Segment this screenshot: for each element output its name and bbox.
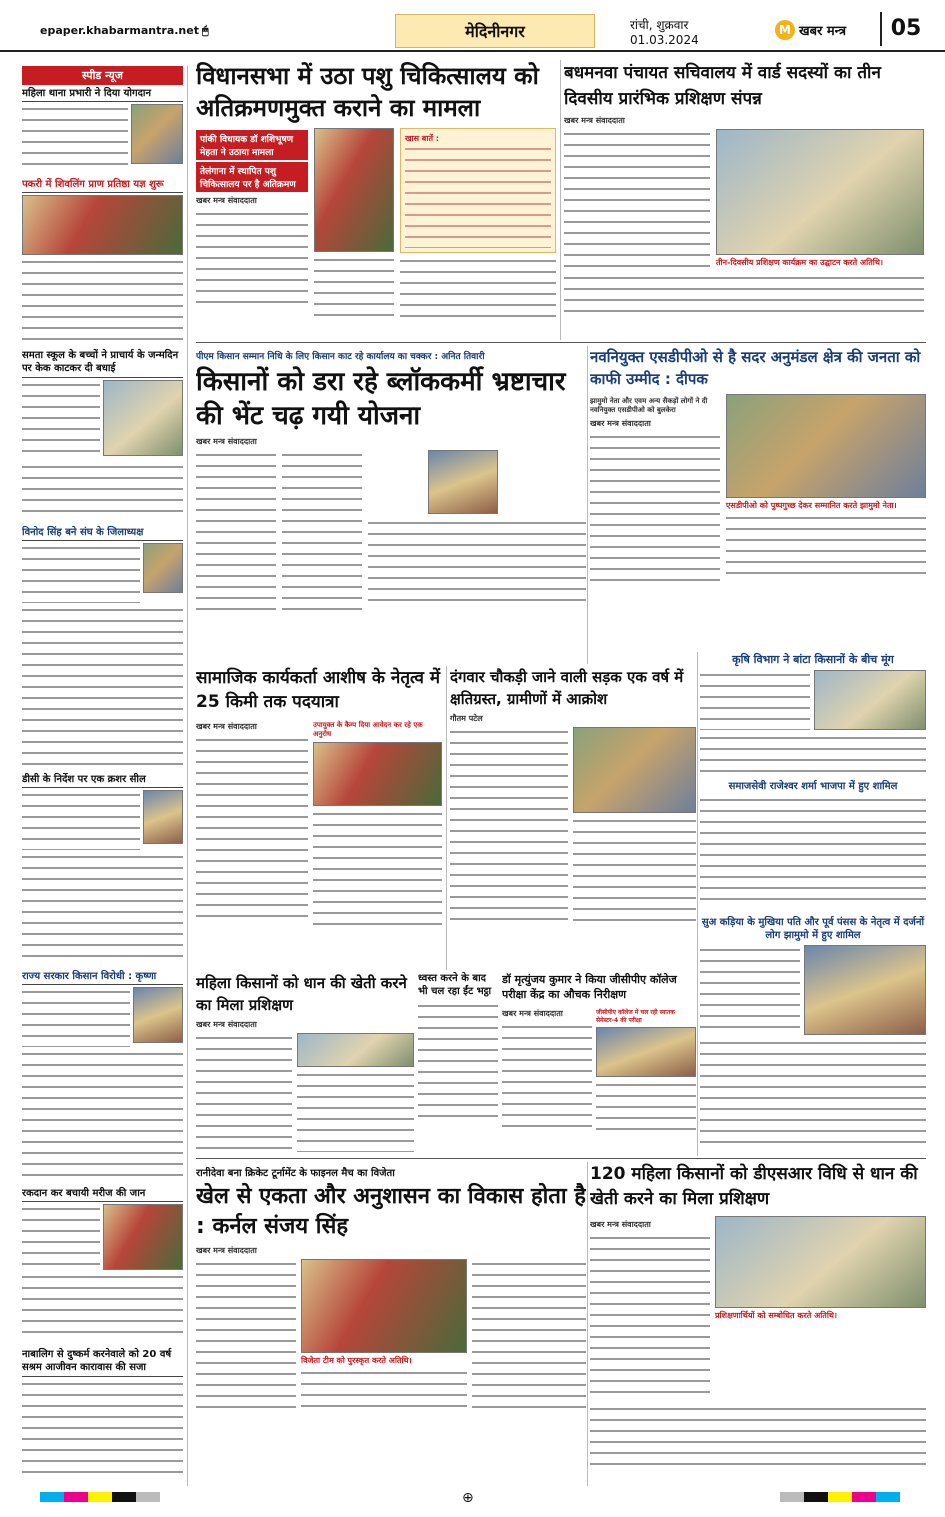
school-photo (103, 380, 183, 456)
brief-title: राज्य सरकार किसान विरोधी : कृष्णा (22, 968, 183, 985)
registration-mark-icon: ⊕ (462, 1490, 474, 1506)
speaker-photo (428, 450, 498, 514)
article-bjp-joining (700, 778, 926, 910)
article-headline: बधमनवा पंचायत सचिवालय में वार्ड सदस्यों का तीन दिवसीय प्रारंभिक प्रशिक्षण संपन्न (564, 63, 881, 109)
article-byline: खबर मन्त्र संवाददाता (196, 1246, 257, 1255)
article-body (368, 518, 586, 608)
dateline (630, 18, 699, 48)
column-rule (587, 1162, 588, 1486)
article-kicker: पीएम किसान सम्मान निधि के लिए किसान काट रहे कार्यालय का चक्कर : अनित तिवारी (196, 352, 485, 362)
article-body (564, 129, 710, 271)
jmm-photo (804, 945, 926, 1035)
article-headline: 120 महिला किसानों को डीएसआर विधि से धान की खेती करने का मिला प्रशिक्षण (590, 1164, 918, 1209)
donor-photo (103, 1204, 183, 1270)
article-body (590, 432, 720, 582)
article-body (573, 816, 696, 926)
article-subhead: झामुमो नेता और एवम अन्य सैकड़ों लोगों ने दी नवनियुक्त एसडीपीओ को बुलकेरा (590, 397, 708, 414)
brief-title: रकदान कर बचायी मरीज की जान (22, 1185, 183, 1202)
brief-title: डीसी के निर्देश पर एक क्रशर सील (22, 771, 183, 788)
brief-story (22, 1348, 183, 1479)
brief-story (22, 85, 183, 170)
article-byline: खबर मन्त्र संवाददाता (564, 116, 625, 125)
brief-body (22, 380, 100, 460)
section-divider (196, 342, 926, 343)
article-veterinary-hospital (196, 60, 556, 338)
brand (775, 20, 846, 40)
sdpo-photo (726, 394, 926, 498)
article-body (472, 1259, 586, 1409)
article-headline: नवनियुक्त एसडीपीओ से है सदर अनुमंडल क्षेत्र की जनता को काफी उम्मीद : दीपक (590, 348, 921, 388)
article-byline: खबर मन्त्र संवाददाता (196, 196, 257, 205)
brief-body (22, 543, 140, 603)
brief-story (22, 968, 183, 1179)
college-photo (596, 1027, 696, 1077)
article-body (596, 1080, 696, 1130)
article-body (590, 1233, 710, 1401)
article-body (196, 735, 308, 925)
brief-body (22, 790, 140, 850)
article-college-inspection (502, 972, 696, 1152)
column-rule (587, 346, 588, 664)
article-cricket-final (196, 1162, 586, 1486)
key-points-box (400, 128, 556, 253)
key-points-body (405, 144, 551, 248)
article-body (301, 1368, 467, 1408)
article-byline: खबर मन्त्र संवाददाता (196, 1020, 257, 1029)
brief-title: महिला थाना प्रभारी ने दिया योगदान (22, 85, 183, 102)
article-headline: दंगवार चौकड़ी जाने वाली सड़क एक वर्ष में क्षतिग्रस्त, ग्रामीणों में आक्रोश (450, 668, 684, 708)
site-url[interactable] (40, 24, 209, 38)
leader-photo (133, 987, 183, 1043)
column-rule (697, 652, 698, 1156)
article-jmm-joining (700, 916, 926, 1156)
brief-body (22, 257, 183, 343)
article-headline: डॉ मृत्युंजय कुमार ने किया जीसीपीए कॉलेज परीक्षा केंद्र का औचक निरीक्षण (502, 973, 677, 1001)
article-women-paddy (196, 972, 414, 1152)
article-headline: सामाजिक कार्यकर्ता आशीष के नेतृत्व में 25 किमी तक पदयात्रा (196, 668, 441, 712)
highlight-bullet: पांकी विधायक डॉ शशिभूषण मेहता ने उठाया मामला (196, 130, 308, 160)
article-body (700, 733, 926, 772)
article-body (314, 255, 394, 325)
brief-body (22, 1379, 183, 1479)
article-headline: विधानसभा में उठा पशु चिकित्सालय को अतिक्रमणमुक्त कराने का मामला (196, 62, 539, 122)
brief-title: समता स्कूल के बच्चों ने प्राचार्य के जन्मदिन पर केक काटकर दी बधाई (22, 349, 183, 378)
padyatra-photo (313, 742, 442, 806)
photo-caption: विजेता टीम को पुरस्कृत करते अतिथि। (301, 1356, 412, 1365)
brief-body (22, 1049, 183, 1179)
training-photo (716, 129, 924, 255)
article-body (450, 727, 568, 927)
brief-story (22, 771, 183, 962)
article-headline: सुअ कड़िया के मुखिया पति और पूर्व पंसस के नेतृत्व में दर्जनों लोग झामुमो में हुए शामिल (701, 917, 925, 941)
article-subhead: जीसीपीए कॉलेज में चल रही स्नातक सेमेस्टर-4 की परीक्षा (596, 1009, 675, 1024)
location-day: रांची, शुक्रवार (630, 18, 689, 32)
dsr-photo (715, 1216, 926, 1308)
article-byline: खबर मन्त्र संवाददाता (590, 1220, 651, 1229)
brief-story (22, 524, 183, 765)
brief-body (22, 852, 183, 962)
yagya-photo (22, 195, 183, 255)
article-body (196, 209, 308, 309)
brief-title: विनोद सिंह बने संघ के जिलाध्यक्ष (22, 524, 183, 541)
photo-caption: तीन-दिवसीय प्रशिक्षण कार्यक्रम का उद्घाटन करते अतिथि। (716, 258, 883, 267)
article-body (726, 513, 926, 577)
site-url-text[interactable]: epaper.khabarmantra.net (40, 24, 199, 37)
section-divider (196, 1158, 926, 1159)
article-body (700, 945, 800, 1035)
article-moong-distribution (700, 652, 926, 772)
article-body (282, 450, 362, 610)
photo-caption: एसडीपीओ को पुष्पगुच्छ देकर सम्मानित करते झामुमो नेता। (726, 501, 897, 510)
article-byline: खबर मन्त्र संवाददाता (196, 722, 257, 731)
left-news-column (22, 66, 188, 1486)
column-rule (446, 666, 447, 970)
article-road-damage (450, 666, 696, 970)
brief-body (22, 987, 130, 1047)
page-number: 05 (880, 12, 930, 46)
article-body (196, 1033, 292, 1152)
mla-photo (314, 128, 394, 252)
key-points-label: खास बातें : (405, 134, 439, 143)
article-body (590, 1404, 926, 1474)
brief-title: पकरी में शिवलिंग प्राण प्रतिष्ठा यज्ञ शुरू (22, 176, 183, 193)
article-body (196, 1259, 296, 1409)
brief-story (22, 176, 183, 343)
article-padyatra (196, 666, 442, 970)
article-brick-kiln (418, 972, 498, 1152)
brief-body (22, 462, 183, 518)
brief-story (22, 349, 183, 518)
brand-logo-icon: M (775, 20, 795, 40)
brief-body (22, 1272, 183, 1342)
print-color-bar (780, 1492, 900, 1502)
cricket-photo (301, 1259, 467, 1353)
photo-caption: प्रशिक्षणार्थियों को सम्बोधित करते अतिथि। (715, 1311, 838, 1320)
cursor-icon: 🖱 (201, 24, 209, 37)
article-body (564, 273, 924, 313)
article-byline: खबर मन्त्र संवाददाता (502, 1009, 563, 1018)
article-byline: खबर मन्त्र संवाददाता (590, 419, 651, 428)
column-rule (560, 60, 561, 340)
article-headline: महिला किसानों को धान की खेती करने का मिला प्रशिक्षण (196, 974, 407, 1014)
speed-news-label: स्पीड न्यूज (22, 66, 183, 85)
article-body (297, 1070, 414, 1152)
article-body (700, 670, 810, 730)
article-dsr-training (590, 1162, 926, 1486)
article-body (502, 1022, 592, 1132)
article-headline: कृषि विभाग ने बांटा किसानों के बीच मूंग (732, 653, 894, 666)
article-farmers-scheme (196, 346, 586, 664)
article-body (700, 1038, 926, 1150)
brief-story (22, 1185, 183, 1342)
article-body (313, 809, 442, 929)
article-byline: गौतम पटेल (450, 714, 483, 723)
training-photo (297, 1033, 414, 1067)
article-sdpo (590, 346, 926, 646)
article-byline: खबर मन्त्र संवाददाता (196, 437, 257, 446)
officer-photo (131, 104, 183, 164)
print-color-bar (40, 1492, 160, 1502)
article-body (418, 1001, 498, 1125)
brief-body (22, 1204, 100, 1270)
road-photo (573, 727, 696, 813)
article-headline: खेल से एकता और अनुशासन का विकास होता है : कर्नल संजय सिंह (196, 1184, 586, 1239)
brief-title: नाबालिग से दुष्कर्म करनेवाले को 20 वर्ष सश्रम आजीवन कारावास की सजा (22, 1348, 183, 1377)
city-name: मेदिनीनगर (395, 14, 595, 48)
article-headline: ध्वस्त करने के बाद भी चल रहा ईंट भट्ठा (418, 973, 492, 997)
brand-name: खबर मन्त्र (799, 24, 847, 39)
moong-photo (814, 670, 926, 730)
article-ward-training (564, 60, 924, 338)
highlight-bullet: तेलंगाना में स्थापित पशु चिकित्सालय पर है अतिक्रमण (196, 162, 308, 192)
member-photo (143, 543, 183, 593)
edition-date: 01.03.2024 (630, 33, 699, 47)
masthead (0, 0, 945, 52)
article-body (196, 450, 276, 610)
article-headline: किसानों को डरा रहे ब्लॉककर्मी भ्रष्टाचार की भेंट चढ़ गयी योजना (196, 367, 566, 431)
brief-body (22, 605, 183, 765)
dc-photo (143, 790, 183, 844)
article-body (400, 256, 556, 326)
article-kicker: रानीदेवा बना क्रिकेट टूर्नामेंट के फाइनल मैच का विजेता (196, 1168, 395, 1179)
article-subhead: उपायुक्त के कैम्प दिया आवेदन कर रहे एक अनुरोध (313, 721, 423, 738)
article-body (700, 795, 926, 907)
brief-body (22, 104, 128, 170)
article-headline: समाजसेवी राजेश्वर शर्मा भाजपा में हुए शामिल (728, 781, 898, 792)
